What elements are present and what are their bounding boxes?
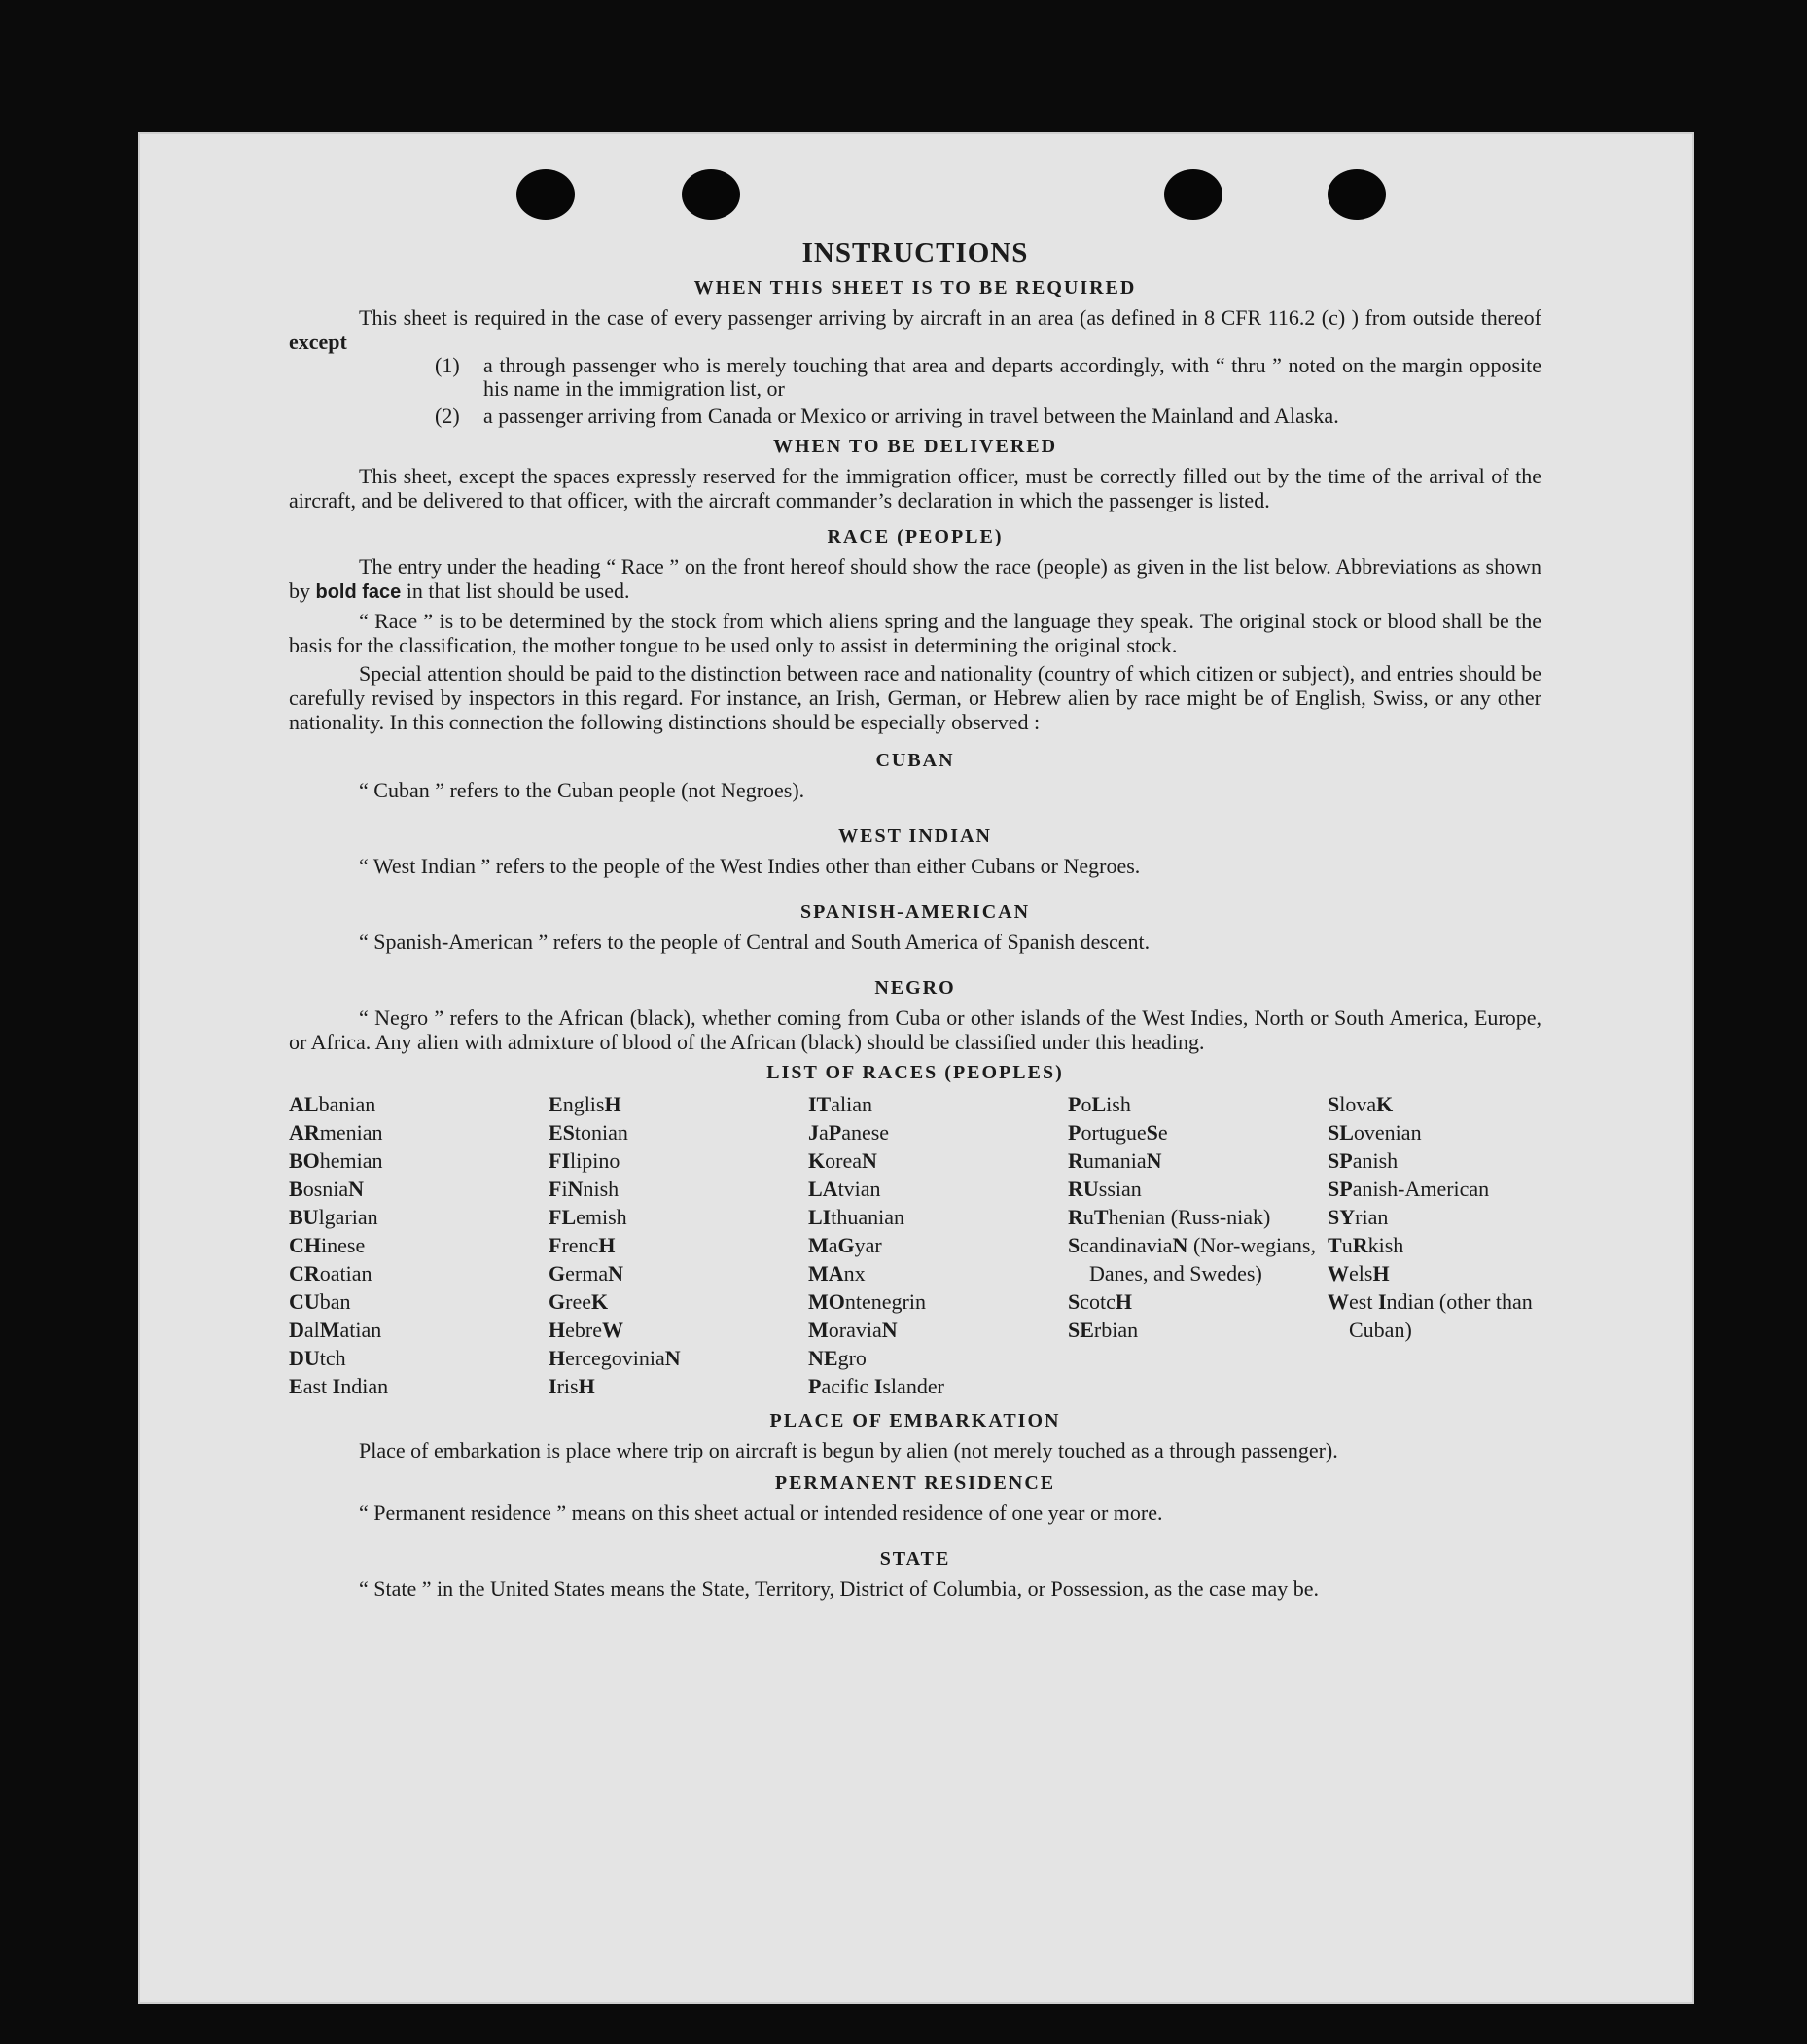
paragraph-when-delivered: This sheet, except the spaces expressly reserved for the immigration officer, must be correctly filled out by the time of the arrival of the aircraft, and be delivered to that officer, with the aircraft commander’s declaration in which the passenger is listed.	[289, 464, 1541, 512]
race-entry: EStonian	[549, 1120, 628, 1145]
race-entry: DalMatian	[289, 1318, 382, 1342]
race-entry: West Indian (other than Cuban)	[1328, 1289, 1533, 1342]
race-entry: RuThenian (Russ-niak)	[1068, 1205, 1271, 1229]
paragraph-when-required: This sheet is required in the case of every passenger arriving by aircraft in an area (as defined in 8 CFR 116.2 (c) ) from outside thereof except	[289, 305, 1541, 354]
race-entry: CRoatian	[289, 1261, 372, 1286]
heading-race: RACE (PEOPLE)	[827, 526, 1004, 547]
race-entry: MOntenegrin	[808, 1289, 926, 1314]
race-entry: MaGyar	[808, 1233, 882, 1257]
race-entry: IrisH	[549, 1374, 595, 1398]
race-entry: PortugueSe	[1068, 1120, 1168, 1145]
race-entry: CHinese	[289, 1233, 366, 1257]
races-column	[1068, 1090, 1328, 1400]
race-entry: JaPanese	[808, 1120, 890, 1145]
race-entry: PoLish	[1068, 1092, 1131, 1116]
race-entry: FiNnish	[549, 1177, 620, 1201]
race-entry: LAtvian	[808, 1177, 881, 1201]
paragraph-race-2: “ Race ” is to be determined by the stock from which aliens spring and the language they speak. The original stock or blood shall be the basis for the classification, the mother tongue to be used only to assist in determining the original stock.	[289, 609, 1541, 657]
heading-cuban: CUBAN	[875, 750, 955, 771]
race-entry: EnglisH	[549, 1092, 621, 1116]
list-item: (1) a through passenger who is merely touching that area and departs accordingly, with “ thru ” noted on the margin opposite his name in the immigration list, or	[435, 353, 1541, 401]
race-entry: SYrian	[1328, 1205, 1389, 1229]
heading-negro: NEGRO	[874, 977, 956, 999]
race-entry: ALbanian	[289, 1092, 376, 1116]
race-entry: ITalian	[808, 1092, 873, 1116]
race-entry: GreeK	[549, 1289, 609, 1314]
race-entry: CUban	[289, 1289, 351, 1314]
race-entry: KoreaN	[808, 1148, 877, 1173]
race-entry: HercegoviniaN	[549, 1346, 681, 1370]
heading-embarkation: PLACE OF EMBARKATION	[769, 1410, 1061, 1431]
paragraph-permanent-residence: “ Permanent residence ” means on this sheet actual or intended residence of one year or more.	[359, 1500, 1163, 1525]
race-entry: NEgro	[808, 1346, 867, 1370]
race-entry: BUlgarian	[289, 1205, 378, 1229]
heading-spanish-american: SPANISH-AMERICAN	[799, 901, 1031, 923]
race-entry: DUtch	[289, 1346, 346, 1370]
race-entry: East Indian	[289, 1374, 389, 1398]
race-entry: FrencH	[549, 1233, 616, 1257]
races-column	[289, 1090, 549, 1400]
race-entry: SPanish-American	[1328, 1177, 1490, 1201]
paragraph-race-3: Special attention should be paid to the distinction between race and nationality (country of which citizen or subject), and entries should be carefully revised by inspectors in this regard. For instance, an Irish, German, or Hebrew alien by race might be of English, Swiss, or any other nationality. In this connection the following distinctions should be especially observed :	[289, 661, 1541, 734]
races-list	[289, 1090, 1541, 1400]
race-entry: BOhemian	[289, 1148, 383, 1173]
race-entry: FLemish	[549, 1205, 627, 1229]
punch-hole	[682, 169, 740, 220]
race-entry: ARmenian	[289, 1120, 383, 1145]
heading-when-delivered: WHEN TO BE DELIVERED	[772, 436, 1058, 457]
race-entry: MAnx	[808, 1261, 866, 1286]
race-entry: HebreW	[549, 1318, 623, 1342]
race-entry: ScotcH	[1068, 1289, 1133, 1314]
race-entry: Pacific Islander	[808, 1374, 944, 1398]
race-entry: FIlipino	[549, 1148, 620, 1173]
race-entry: SLovenian	[1328, 1120, 1422, 1145]
paragraph-west-indian: “ West Indian ” refers to the people of the West Indies other than either Cubans or Negroes.	[359, 854, 1141, 878]
page-title: INSTRUCTIONS	[801, 237, 1029, 268]
paragraph-spanish-american: “ Spanish-American ” refers to the people of Central and South America of Spanish descent.	[359, 930, 1151, 954]
punch-hole	[516, 169, 575, 220]
race-entry: MoraviaN	[808, 1318, 898, 1342]
race-entry: RUssian	[1068, 1177, 1142, 1201]
races-column	[1328, 1090, 1541, 1400]
races-column	[549, 1090, 808, 1400]
heading-west-indian: WEST INDIAN	[838, 826, 992, 847]
paragraph-negro: “ Negro ” refers to the African (black), whether coming from Cuba or other islands of the West Indies, North or South America, Europe, or Africa. Any alien with admixture of blood of the African (black) should be classified under this heading.	[289, 1005, 1541, 1054]
race-entry: TuRkish	[1328, 1233, 1404, 1257]
heading-state: STATE	[879, 1548, 951, 1569]
race-entry: LIthuanian	[808, 1205, 905, 1229]
heading-permanent-residence: PERMANENT RESIDENCE	[774, 1472, 1056, 1494]
race-entry: RumaniaN	[1068, 1148, 1162, 1173]
race-entry: BosniaN	[289, 1177, 365, 1201]
race-entry: WelsH	[1328, 1261, 1390, 1286]
race-entry: SErbian	[1068, 1318, 1139, 1342]
race-entry: ScandinaviaN (Nor-wegians, Danes, and Swedes)	[1068, 1233, 1316, 1286]
race-entry: GermaN	[549, 1261, 623, 1286]
race-entry: SlovaK	[1328, 1092, 1394, 1116]
races-column	[808, 1090, 1068, 1400]
heading-when-required: WHEN THIS SHEET IS TO BE REQUIRED	[693, 277, 1137, 299]
race-entry: SPanish	[1328, 1148, 1399, 1173]
punch-hole	[1164, 169, 1222, 220]
paragraph-state: “ State ” in the United States means the State, Territory, District of Columbia, or Possession, as the case may be.	[359, 1576, 1320, 1601]
list-item: (2) a passenger arriving from Canada or Mexico or arriving in travel between the Mainland and Alaska.	[435, 404, 1339, 428]
paragraph-race-1: The entry under the heading “ Race ” on the front hereof should show the race (people) as given in the list below. Abbreviations as shown by bold face in that list should be used.	[289, 554, 1541, 603]
instructions-content	[289, 237, 1541, 1601]
paragraph-cuban: “ Cuban ” refers to the Cuban people (not Negroes).	[359, 778, 805, 802]
paragraph-embarkation: Place of embarkation is place where trip on aircraft is begun by alien (not merely touched as a through passenger).	[359, 1438, 1338, 1463]
punch-hole	[1328, 169, 1386, 220]
heading-list-of-races: LIST OF RACES (PEOPLES)	[766, 1062, 1064, 1083]
